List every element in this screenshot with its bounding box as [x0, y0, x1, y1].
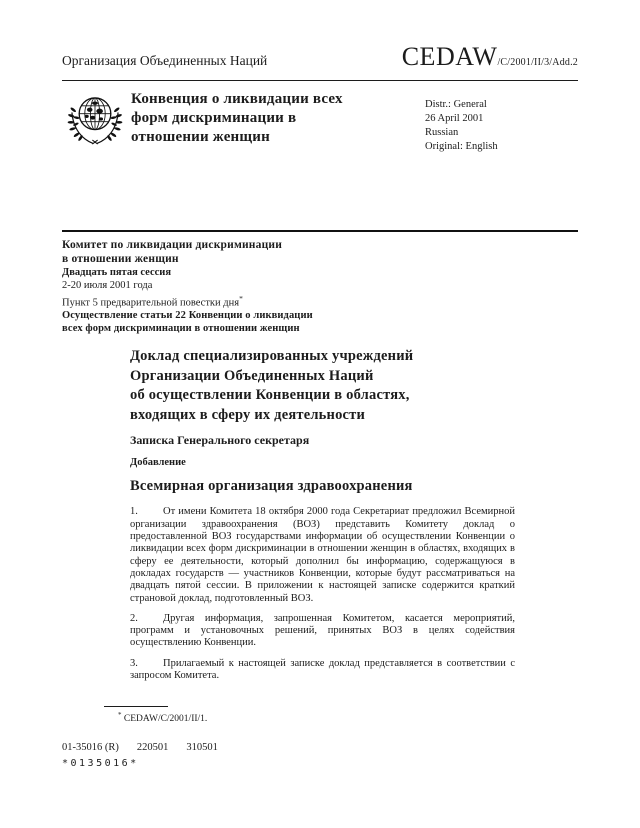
- header-rule: [62, 80, 578, 81]
- footer-codes: [62, 742, 218, 753]
- agenda-item: [62, 293, 578, 310]
- who-heading: Всемирная организация здравоохранения: [130, 478, 413, 495]
- session-dates: 2-20 июля 2001 года: [62, 279, 153, 291]
- subject-line2: всех форм дискриминации в отношении женщин: [62, 322, 300, 334]
- paragraph-text: Прилагаемый к настоящей записке доклад представляется в соответствии с запросом Комитета.: [130, 657, 515, 682]
- distr-language: Russian: [425, 127, 459, 138]
- convention-title-line: Конвенция о ликвидации всех: [131, 91, 343, 107]
- convention-title-line: форм дискриминации в: [131, 110, 297, 126]
- doc-symbol-main: CEDAW: [401, 42, 498, 71]
- paragraph-2: [130, 613, 515, 650]
- convention-title-line: отношении женщин: [131, 129, 270, 145]
- distribution-block: [425, 98, 578, 154]
- doc-symbol: [402, 42, 578, 78]
- org-name: Организация Объединенных Наций: [62, 53, 268, 68]
- committee-name-line1: Комитет по ликвидации дискриминации: [62, 239, 283, 251]
- committee-block: [62, 239, 578, 335]
- footnote: [118, 709, 578, 726]
- report-title-line: Доклад специализированных учреждений: [130, 348, 414, 365]
- distr-date: 26 April 2001: [425, 113, 484, 124]
- agenda-item-text: Пункт 5 предварительной повестки дня: [62, 297, 240, 309]
- un-emblem-icon: [62, 90, 128, 148]
- top-header-row: [62, 42, 578, 78]
- paragraph-3: [130, 658, 515, 683]
- report-title-line: Организации Объединенных Наций: [130, 367, 374, 384]
- distr-line: Distr.: General: [425, 99, 487, 110]
- distr-original: Original: English: [425, 141, 498, 152]
- section-rule: [62, 230, 578, 232]
- footer-code-2: 310501: [186, 742, 218, 753]
- report-title: [130, 347, 515, 425]
- barcode-text: *0135016*: [62, 758, 139, 769]
- footer-code-1: 220501: [136, 742, 169, 753]
- document-number: 01-35016 (R): [62, 742, 119, 753]
- footnote-marker: *: [118, 711, 122, 720]
- report-title-line: входящих в сферу их деятельности: [130, 406, 366, 423]
- committee-name-line2: в отношении женщин: [62, 252, 179, 265]
- report-title-line: об осуществлении Конвенции в областях,: [130, 387, 410, 404]
- masthead: [62, 90, 578, 154]
- footnote-separator: [104, 706, 168, 707]
- paragraph-text: Другая информация, запрошенная Комитетом, касается мероприятий, программ и установочных решений, принятых ВОЗ в целях содействия осуществлению Конвенции.: [130, 612, 515, 649]
- session-title: Двадцать пятая сессия: [62, 267, 172, 278]
- paragraph-1: [130, 506, 515, 604]
- addendum-label: Добавление: [130, 457, 186, 469]
- paragraph-number: 2.: [130, 612, 138, 624]
- main-content: [130, 347, 515, 682]
- note-by-secretary-general: Записка Генерального секретаря: [130, 433, 310, 448]
- subject-line1: Осуществление статьи 22 Конвенции о ликвидации: [62, 309, 313, 321]
- agenda-footnote-marker: *: [239, 293, 243, 303]
- document-footer: [62, 742, 218, 769]
- footnote-reference: CEDAW/C/2001/II/1.: [123, 714, 208, 725]
- paragraph-number: 3.: [130, 657, 138, 669]
- paragraph-text: От имени Комитета 18 октября 2000 года Секретариат предложил Всемирной организации здравоохранения (ВОЗ) представить Комитету доклад о предоставленной ВОЗ государствами информации об осуществлении Конвенции о ликвидации всех форм дискриминации в отношении женщин в областях, входящих в сферу ее деятельности, который дополнил бы информацию, содержащуюся в докладах государств — участников Конвенции, которые будут рассматриваться на двадцать пятой сессии. В приложении к настоящей записке содержится краткий страновой доклад, подготовленный ВОЗ.: [130, 506, 515, 604]
- doc-symbol-suffix: /C/2001/II/3/Add.2: [497, 57, 578, 68]
- convention-title: [131, 90, 343, 154]
- paragraph-number: 1.: [130, 506, 138, 518]
